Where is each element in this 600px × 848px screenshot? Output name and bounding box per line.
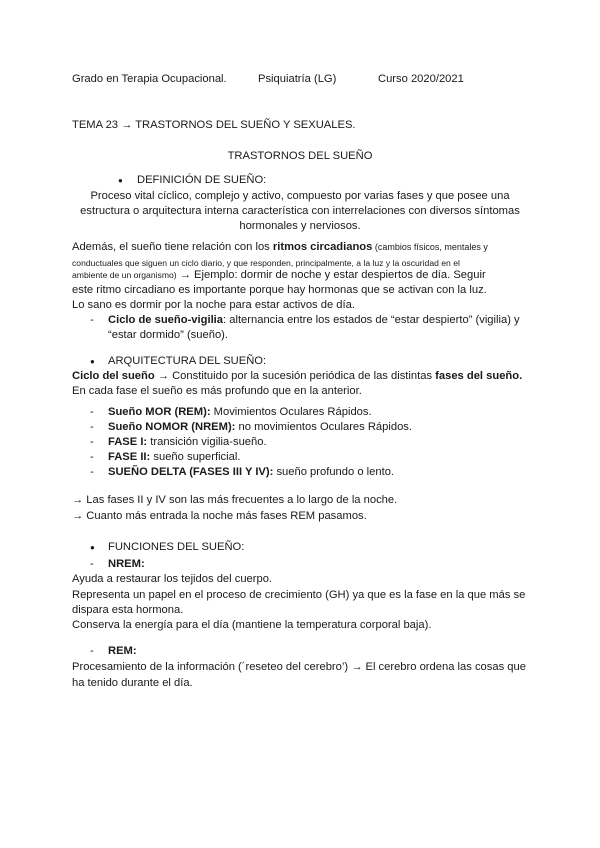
circadian-line-1 — [72, 240, 488, 255]
rem-line-2: ha tenido durante el día. — [72, 677, 193, 689]
nrem-line-1: Ayuda a restaurar los tejidos del cuerpo. — [72, 573, 273, 585]
architecture-line-2: En cada fase el sueño es más profundo que en la anterior. — [72, 385, 362, 397]
cycle-item-text: : alternancia entre los estados de “estar despierto” (vigilia) y — [223, 314, 520, 326]
circadian-bold: ritmos circadianos — [272, 241, 373, 253]
nrem-label: NREM: — [108, 558, 145, 570]
phase-item — [108, 465, 394, 480]
architecture-line-1 — [72, 369, 522, 384]
rem-label: REM: — [108, 645, 137, 657]
cycle-item-bold: Ciclo de sueño-vigilia — [108, 314, 224, 326]
phase-bold: FASE II: — [108, 451, 151, 463]
dash-marker: - — [90, 421, 94, 433]
circadian-line-5: Lo sano es dormir por la noche para estar activos de día. — [72, 299, 355, 311]
phase-text: no movimientos Oculares Rápidos. — [235, 421, 412, 433]
circadian-line-2: conductuales que siguen un ciclo diario, y que responden, principalmente, a la luz y la oscuridad en el — [72, 258, 460, 268]
phase-text: sueño superficial. — [150, 451, 241, 463]
bullet-icon: ● — [90, 543, 95, 552]
dash-marker: - — [90, 645, 94, 657]
architecture-note-2: → Cuanto más entrada la noche más fases REM pasamos. — [72, 510, 367, 522]
circadian-example: → Ejemplo: dormir de noche y estar despiertos de día. Seguir — [176, 269, 486, 281]
architecture-bold: Ciclo del sueño — [72, 370, 155, 382]
dash-marker: - — [90, 406, 94, 418]
architecture-text: → Constituido por la sucesión periódica de las distintas — [154, 370, 436, 382]
header-subject: Psiquiatría (LG) — [258, 73, 337, 85]
phase-item — [108, 435, 267, 450]
phase-bold: Sueño MOR (REM): — [108, 406, 211, 418]
dash-marker: - — [90, 466, 94, 478]
bullet-icon: ● — [118, 176, 123, 185]
phase-bold: FASE I: — [108, 436, 148, 448]
cycle-item-line-2: “estar dormido” (sueño). — [108, 329, 228, 341]
phase-item — [108, 405, 372, 420]
nrem-line-3: dispara esta hormona. — [72, 604, 184, 616]
cycle-item — [108, 313, 520, 328]
circadian-small: (cambios físicos, mentales y — [372, 242, 488, 252]
header-degree: Grado en Terapia Ocupacional. — [72, 73, 227, 85]
topic-title: TEMA 23 → TRASTORNOS DEL SUEÑO Y SEXUALES. — [72, 119, 356, 131]
phase-item — [108, 420, 412, 435]
definition-line-3: hormonales y nerviosos. — [239, 220, 361, 232]
architecture-heading: ARQUITECTURA DEL SUEÑO: — [108, 355, 267, 367]
circadian-line-3 — [72, 268, 486, 283]
definition-line-2: estructura o arquitectura interna característica con interrelaciones con diversos síntomas — [80, 205, 520, 217]
dash-marker: - — [90, 451, 94, 463]
dash-marker: - — [90, 314, 94, 326]
circadian-text: Además, el sueño tiene relación con los — [72, 241, 273, 253]
circadian-small-2: ambiente de un organismo) — [72, 270, 177, 280]
phase-text: sueño profundo o lento. — [273, 466, 395, 478]
phase-item — [108, 450, 240, 465]
dash-marker: - — [90, 436, 94, 448]
circadian-line-4: este ritmo circadiano es importante porque hay hormonas que se activan con la luz. — [72, 284, 487, 296]
phase-bold: SUEÑO DELTA (FASES III Y IV): — [108, 466, 274, 478]
phase-bold: Sueño NOMOR (NREM): — [108, 421, 236, 433]
header-course: Curso 2020/2021 — [378, 73, 464, 85]
section-title: TRASTORNOS DEL SUEÑO — [227, 150, 373, 162]
definition-heading: DEFINICIÓN DE SUEÑO: — [137, 174, 267, 186]
definition-line-1: Proceso vital cíclico, complejo y activo, compuesto por varias fases y que posee una — [90, 190, 510, 202]
nrem-line-4: Conserva la energía para el día (mantiene la temperatura corporal baja). — [72, 619, 432, 631]
phase-text: transición vigilia-sueño. — [147, 436, 267, 448]
functions-heading: FUNCIONES DEL SUEÑO: — [108, 541, 245, 553]
dash-marker: - — [90, 558, 94, 570]
architecture-bold-2: fases del sueño. — [435, 370, 523, 382]
architecture-note-1: → Las fases II y IV son las más frecuentes a lo largo de la noche. — [72, 494, 398, 506]
phase-text: Movimientos Oculares Rápidos. — [210, 406, 372, 418]
rem-line-1: Procesamiento de la información (´reseteo del cerebro’) → El cerebro ordena las cosas que — [72, 661, 526, 673]
bullet-icon: ● — [90, 357, 95, 366]
nrem-line-2: Representa un papel en el proceso de crecimiento (GH) ya que es la fase en la que más se — [72, 589, 526, 601]
